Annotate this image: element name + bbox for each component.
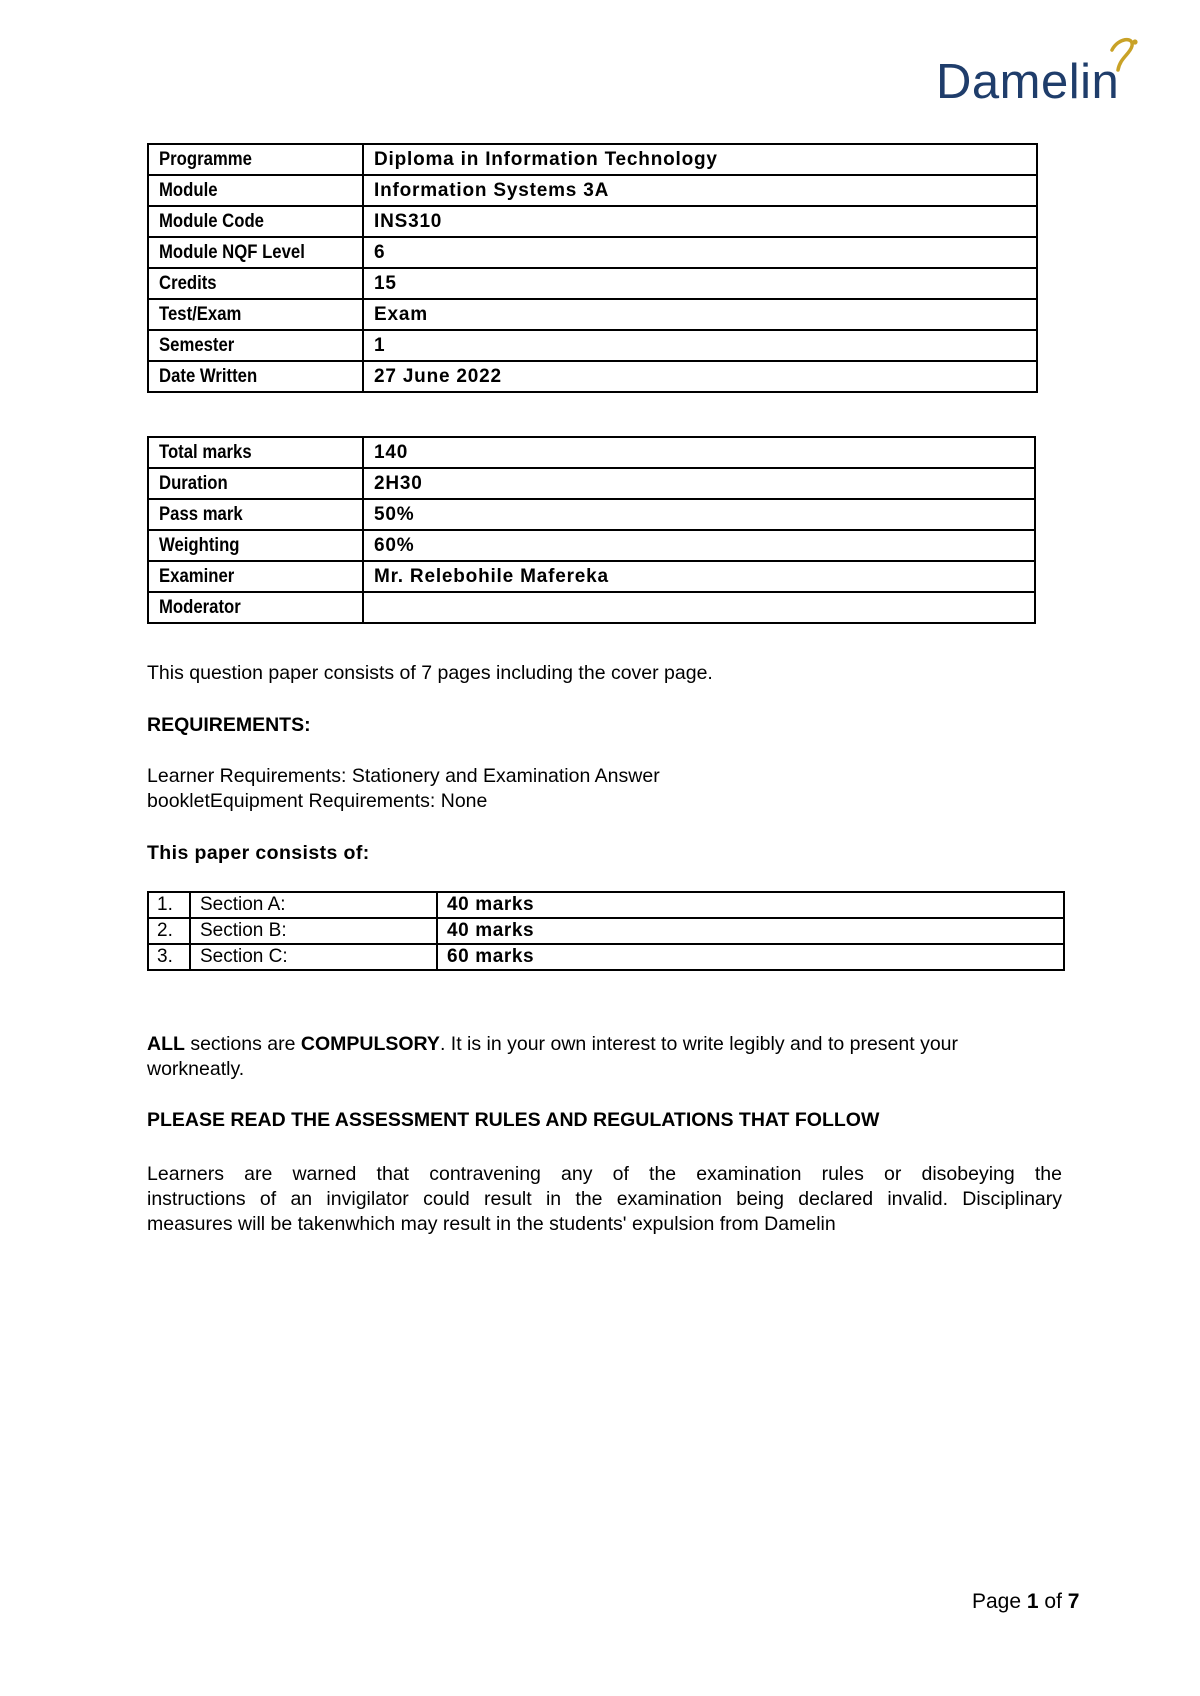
row-value: Information Systems 3A [363, 175, 1037, 206]
row-label: Duration [159, 472, 228, 494]
row-value: 15 [363, 268, 1037, 299]
table-row [148, 530, 1035, 561]
compulsory-mid: sections are [184, 1033, 301, 1055]
row-value: 140 [363, 437, 1035, 468]
table-row [148, 268, 1037, 299]
table-row [148, 561, 1035, 592]
consists-heading: This paper consists of: [147, 842, 370, 864]
table-row [148, 144, 1037, 175]
warning-paragraph [147, 1162, 1062, 1237]
row-value: INS310 [363, 206, 1037, 237]
page-number [972, 1590, 1079, 1614]
warning-line: measures will be takenwhich may result in the students' expulsion from Damelin [147, 1213, 836, 1235]
row-label: Test/Exam [159, 303, 242, 325]
section-marks: 60 marks [437, 944, 1064, 970]
of-word: of [1038, 1590, 1068, 1613]
warning-line: instructions of an invigilator could result in the examination being declared invalid. Disciplinary [147, 1188, 1062, 1210]
table-row [148, 437, 1035, 468]
row-value: 2H30 [363, 468, 1035, 499]
table-row [148, 299, 1037, 330]
marks-info-table [147, 436, 1036, 624]
logo-wordmark: Damelin [936, 55, 1120, 109]
row-value: Mr. Relebohile Mafereka [363, 561, 1035, 592]
cover-info-table [147, 143, 1038, 393]
section-name: Section A: [190, 892, 437, 918]
compulsory-rest: . It is in your own interest to write legibly and to present your [439, 1033, 959, 1055]
sections-table [147, 891, 1065, 971]
section-number: 3. [148, 944, 190, 970]
requirements-heading: REQUIREMENTS: [147, 714, 311, 736]
table-row [148, 592, 1035, 623]
section-name: Section B: [190, 918, 437, 944]
row-label: Moderator [159, 596, 241, 618]
row-label: Examiner [159, 565, 235, 587]
compulsory-emphasis: COMPULSORY [300, 1033, 440, 1055]
section-number: 2. [148, 918, 190, 944]
all-emphasis: ALL [147, 1033, 185, 1055]
row-value: Diploma in Information Technology [363, 144, 1037, 175]
section-marks: 40 marks [437, 918, 1064, 944]
row-label: Programme [159, 148, 252, 170]
table-row [148, 918, 1064, 944]
row-label: Module NQF Level [159, 241, 305, 263]
pages-note: This question paper consists of 7 pages including the cover page. [147, 662, 713, 684]
row-value: 50% [363, 499, 1035, 530]
table-row [148, 361, 1037, 392]
damelin-logo [936, 30, 1176, 110]
row-value: 6 [363, 237, 1037, 268]
table-row [148, 206, 1037, 237]
row-value: 27 June 2022 [363, 361, 1037, 392]
requirements-line: Learner Requirements: Stationery and Examination Answer [147, 765, 660, 787]
table-row [148, 499, 1035, 530]
row-label: Weighting [159, 534, 240, 556]
table-row [148, 892, 1064, 918]
table-row [148, 330, 1037, 361]
table-row [148, 468, 1035, 499]
rules-heading: PLEASE READ THE ASSESSMENT RULES AND REGULATIONS THAT FOLLOW [147, 1109, 880, 1131]
row-value: 60% [363, 530, 1035, 561]
requirements-text [147, 764, 660, 814]
row-label: Module Code [159, 210, 264, 232]
total-pages: 7 [1067, 1590, 1080, 1613]
row-value: Exam [363, 299, 1037, 330]
page-word: Page [972, 1590, 1027, 1613]
compulsory-line2: workneatly. [147, 1058, 245, 1080]
warning-line: Learners are warned that contravening any of the examination rules or disobeying the [147, 1163, 1062, 1185]
row-label: Module [159, 179, 218, 201]
section-marks: 40 marks [437, 892, 1064, 918]
row-label: Credits [159, 272, 217, 294]
row-label: Pass mark [159, 503, 243, 525]
row-label: Semester [159, 334, 235, 356]
table-row [148, 175, 1037, 206]
row-label: Date Written [159, 365, 258, 387]
current-page: 1 [1026, 1590, 1039, 1613]
section-name: Section C: [190, 944, 437, 970]
table-row [148, 237, 1037, 268]
row-value: 1 [363, 330, 1037, 361]
compulsory-paragraph [147, 1032, 1077, 1082]
row-value [363, 592, 1035, 623]
table-row [148, 944, 1064, 970]
section-number: 1. [148, 892, 190, 918]
row-label: Total marks [159, 441, 252, 463]
requirements-line: bookletEquipment Requirements: None [147, 790, 488, 812]
